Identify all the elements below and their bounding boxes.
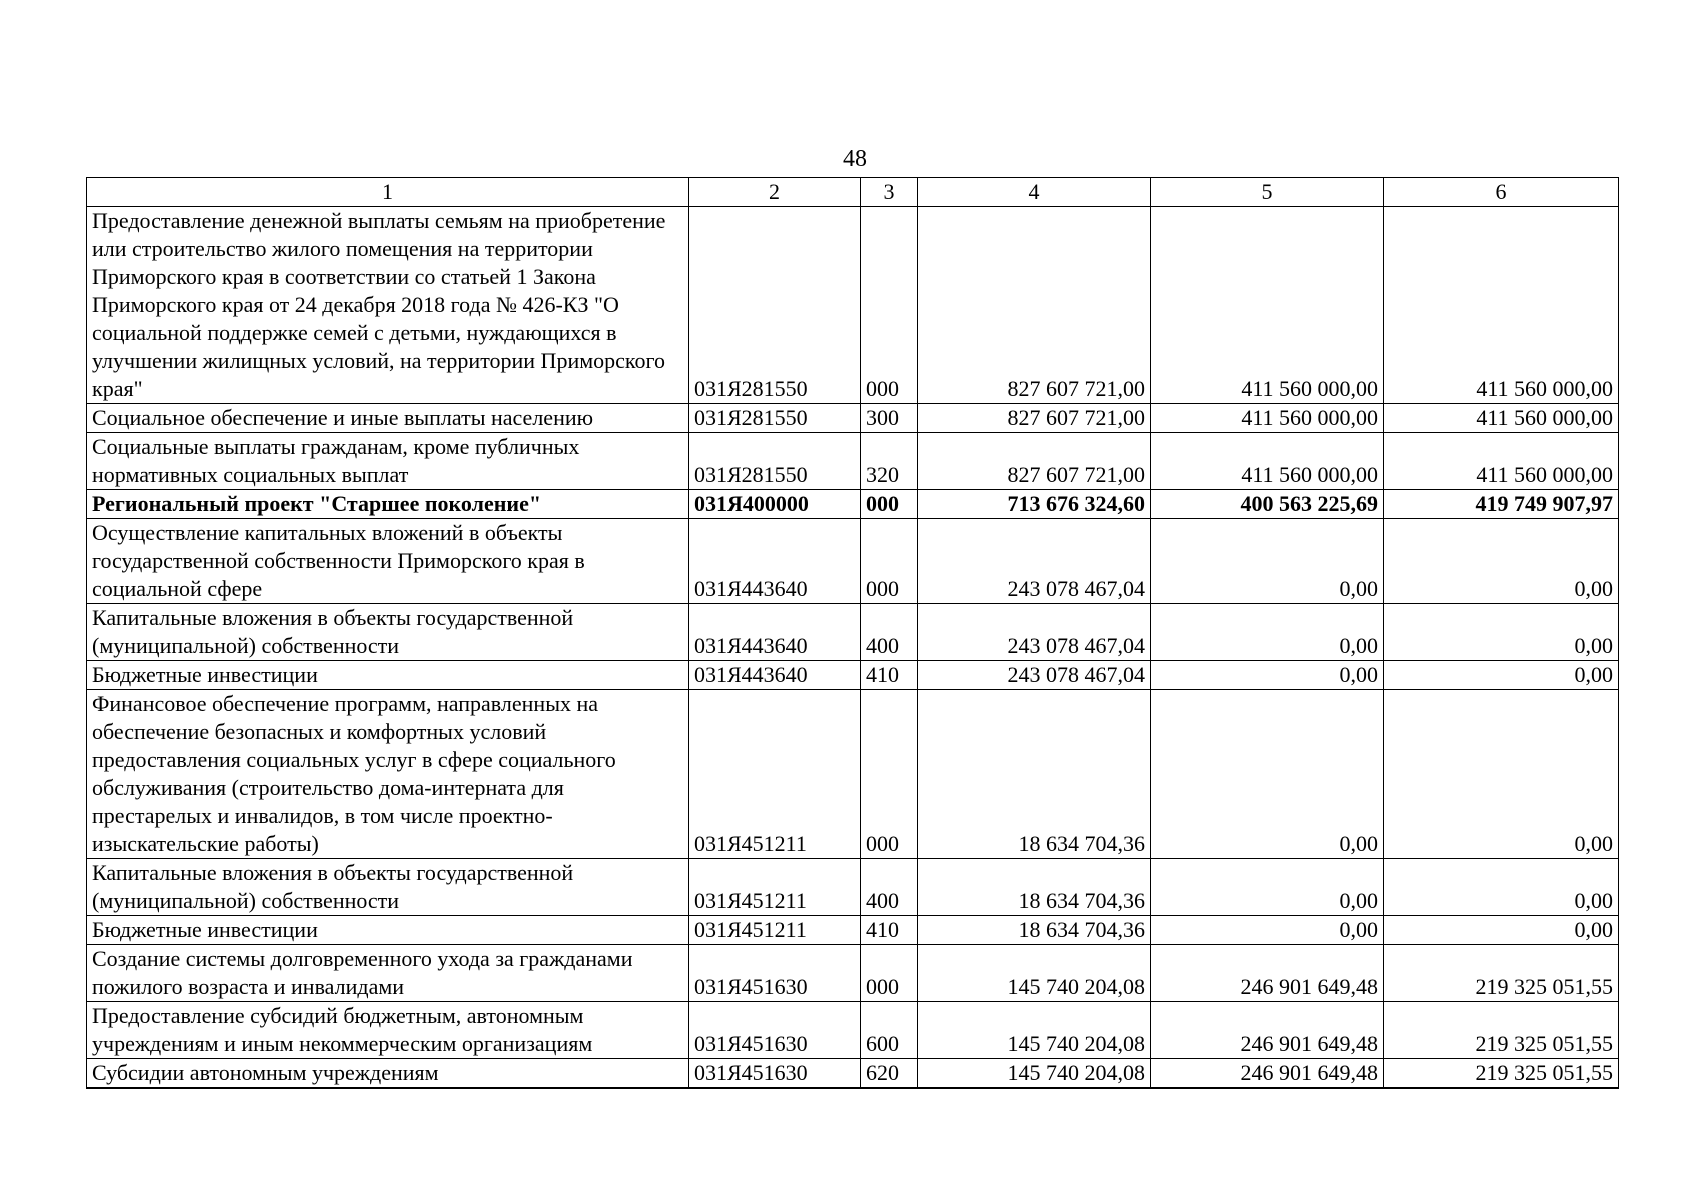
- page-number: 48: [843, 146, 867, 172]
- budget-table: [86, 177, 1619, 1089]
- row-name: Социальное обеспечение и иные выплаты населению: [87, 404, 689, 433]
- row-name: Региональный проект "Старшее поколение": [87, 490, 689, 519]
- row-value-5: 246 901 649,48: [1151, 945, 1384, 1002]
- row-kvr: 300: [861, 404, 918, 433]
- row-value-6: 219 325 051,55: [1384, 945, 1619, 1002]
- row-name: Субсидии автономным учреждениям: [87, 1059, 689, 1089]
- table-row: [87, 661, 1619, 690]
- row-value-5: 246 901 649,48: [1151, 1002, 1384, 1059]
- row-name: Капитальные вложения в объекты государственной (муниципальной) собственности: [87, 604, 689, 661]
- header-col-2: 2: [689, 178, 861, 207]
- row-value-4: 827 607 721,00: [918, 433, 1151, 490]
- header-col-6: 6: [1384, 178, 1619, 207]
- row-code: 031Я451211: [689, 916, 861, 945]
- table-row: [87, 519, 1619, 604]
- header-row: [87, 178, 1619, 207]
- row-value-6: 411 560 000,00: [1384, 404, 1619, 433]
- row-name: Капитальные вложения в объекты государственной (муниципальной) собственности: [87, 859, 689, 916]
- header-col-1: 1: [87, 178, 689, 207]
- row-code: 031Я451630: [689, 1002, 861, 1059]
- row-value-6: 0,00: [1384, 519, 1619, 604]
- row-value-6: 0,00: [1384, 661, 1619, 690]
- row-value-5: 0,00: [1151, 604, 1384, 661]
- table-row: [87, 690, 1619, 859]
- row-value-5: 411 560 000,00: [1151, 207, 1384, 404]
- row-value-5: 0,00: [1151, 661, 1384, 690]
- row-name: Социальные выплаты гражданам, кроме публичных нормативных социальных выплат: [87, 433, 689, 490]
- row-value-6: 411 560 000,00: [1384, 433, 1619, 490]
- table-row: [87, 433, 1619, 490]
- row-kvr: 000: [861, 207, 918, 404]
- header-col-5: 5: [1151, 178, 1384, 207]
- row-kvr: 600: [861, 1002, 918, 1059]
- row-kvr: 400: [861, 604, 918, 661]
- table-row: [87, 404, 1619, 433]
- row-value-4: 827 607 721,00: [918, 207, 1151, 404]
- row-value-5: 0,00: [1151, 519, 1384, 604]
- row-name: Предоставление субсидий бюджетным, автономным учреждениям и иным некоммерческим организациям: [87, 1002, 689, 1059]
- row-value-5: 400 563 225,69: [1151, 490, 1384, 519]
- table-row-project-total: [87, 490, 1619, 519]
- row-name: Предоставление денежной выплаты семьям на приобретение или строительство жилого помещения на территории Приморского края в соответствии со статьей 1 Закона Приморского края от 24 декабря 2018 года № 426-КЗ "О социальной поддержке семей с детьми, нуждающихся в улучшении жилищных условий, на территории Приморского края": [87, 207, 689, 404]
- row-kvr: 320: [861, 433, 918, 490]
- table-row: [87, 1059, 1619, 1089]
- row-value-4: 145 740 204,08: [918, 1059, 1151, 1089]
- row-value-4: 243 078 467,04: [918, 519, 1151, 604]
- row-value-6: 419 749 907,97: [1384, 490, 1619, 519]
- row-value-4: 713 676 324,60: [918, 490, 1151, 519]
- row-value-6: 0,00: [1384, 916, 1619, 945]
- row-name: Осуществление капитальных вложений в объекты государственной собственности Приморского края в социальной сфере: [87, 519, 689, 604]
- row-value-6: 0,00: [1384, 690, 1619, 859]
- row-kvr: 410: [861, 916, 918, 945]
- row-kvr: 000: [861, 945, 918, 1002]
- table-row: [87, 207, 1619, 404]
- header-col-3: 3: [861, 178, 918, 207]
- row-value-5: 0,00: [1151, 916, 1384, 945]
- row-value-5: 0,00: [1151, 690, 1384, 859]
- row-code: 031Я443640: [689, 661, 861, 690]
- row-value-6: 219 325 051,55: [1384, 1002, 1619, 1059]
- row-kvr: 400: [861, 859, 918, 916]
- row-code: 031Я281550: [689, 404, 861, 433]
- row-code: 031Я451211: [689, 859, 861, 916]
- row-name: Бюджетные инвестиции: [87, 661, 689, 690]
- row-value-5: 0,00: [1151, 859, 1384, 916]
- table-row: [87, 916, 1619, 945]
- row-value-4: 18 634 704,36: [918, 690, 1151, 859]
- row-value-5: 246 901 649,48: [1151, 1059, 1384, 1089]
- row-value-4: 827 607 721,00: [918, 404, 1151, 433]
- row-value-4: 18 634 704,36: [918, 859, 1151, 916]
- row-value-4: 18 634 704,36: [918, 916, 1151, 945]
- row-value-4: 243 078 467,04: [918, 604, 1151, 661]
- header-col-4: 4: [918, 178, 1151, 207]
- table-row: [87, 859, 1619, 916]
- row-name: Создание системы долговременного ухода за гражданами пожилого возраста и инвалидами: [87, 945, 689, 1002]
- row-value-5: 411 560 000,00: [1151, 433, 1384, 490]
- row-code: 031Я443640: [689, 604, 861, 661]
- row-kvr: 410: [861, 661, 918, 690]
- row-value-4: 243 078 467,04: [918, 661, 1151, 690]
- row-value-6: 0,00: [1384, 604, 1619, 661]
- row-value-4: 145 740 204,08: [918, 945, 1151, 1002]
- row-value-6: 0,00: [1384, 859, 1619, 916]
- row-value-4: 145 740 204,08: [918, 1002, 1151, 1059]
- table-row: [87, 945, 1619, 1002]
- row-code: 031Я400000: [689, 490, 861, 519]
- row-value-5: 411 560 000,00: [1151, 404, 1384, 433]
- row-value-6: 411 560 000,00: [1384, 207, 1619, 404]
- row-code: 031Я451211: [689, 690, 861, 859]
- row-code: 031Я281550: [689, 207, 861, 404]
- table-row: [87, 1002, 1619, 1059]
- row-kvr: 000: [861, 519, 918, 604]
- row-code: 031Я443640: [689, 519, 861, 604]
- row-code: 031Я281550: [689, 433, 861, 490]
- row-name: Финансовое обеспечение программ, направленных на обеспечение безопасных и комфортных условий предоставления социальных услуг в сфере социального обслуживания (строительство дома-интерната для престарелых и инвалидов, в том числе проектно-изыскательские работы): [87, 690, 689, 859]
- row-kvr: 620: [861, 1059, 918, 1089]
- row-code: 031Я451630: [689, 1059, 861, 1089]
- row-code: 031Я451630: [689, 945, 861, 1002]
- row-value-6: 219 325 051,55: [1384, 1059, 1619, 1089]
- row-kvr: 000: [861, 490, 918, 519]
- table-row: [87, 604, 1619, 661]
- row-kvr: 000: [861, 690, 918, 859]
- row-name: Бюджетные инвестиции: [87, 916, 689, 945]
